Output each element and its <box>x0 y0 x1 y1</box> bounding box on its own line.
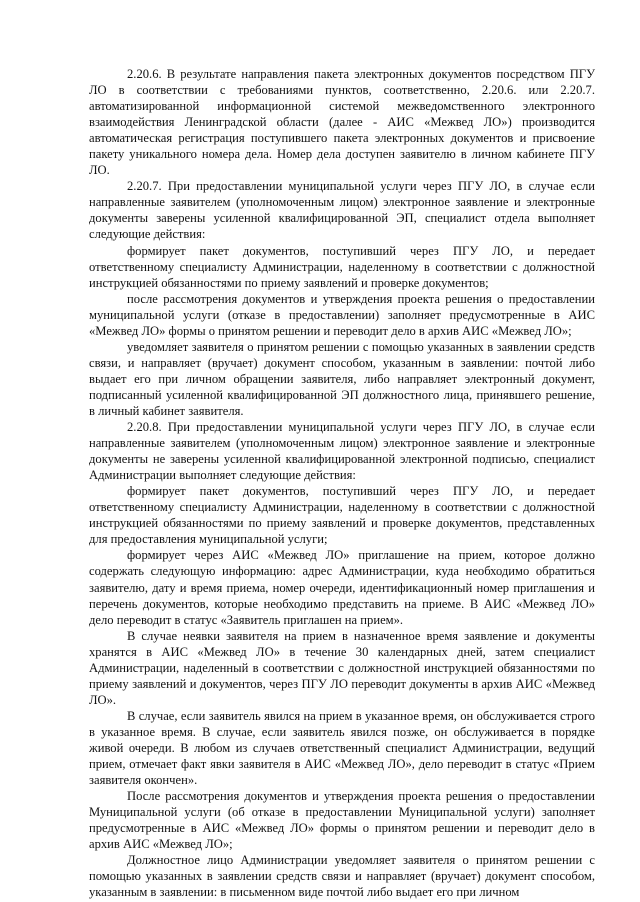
document-page <box>89 66 595 900</box>
paragraph-appeared: В случае, если заявитель явился на прием в указанное время, он обслуживается строго в указанное время. В случае, если заявитель явился позже, он обслуживается в порядке живой очереди. В любом из случаев ответственный специалист Администрации, ведущий прием, отмечает факт явки заявителя в АИС «Межвед ЛО», дело переводит в статус «Прием заявителя окончен». <box>89 708 595 788</box>
paragraph-form-package-2: формирует пакет документов, поступивший через ПГУ ЛО, и передает ответственному специалисту Администрации, наделенному в соответствии с должностной инструкцией обязанностями по приему заявлений и проверке документов, представленных для предоставления муниципальной услуги; <box>89 484 595 547</box>
paragraph-2-20-8: 2.20.8. При предоставлении муниципальной услуги через ПГУ ЛО, в случае если направленные заявителем (уполномоченным лицом) электронное заявление и электронные документы не заверены усиленной квалифицированной электронной подписью, специалист Администрации выполняет следующие действия: <box>89 420 595 483</box>
paragraph-2-20-7: 2.20.7. При предоставлении муниципальной услуги через ПГУ ЛО, в случае если направленные заявителем (уполномоченным лицом) электронное заявление и электронные документы заверены усиленной квалифицированной ЭП, специалист отдела выполняет следующие действия: <box>89 179 595 242</box>
paragraph-form-package: формирует пакет документов, поступивший через ПГУ ЛО, и передает ответственному специалисту Администрации, наделенному в соответствии с должностной инструкцией обязанностями по приему заявлений и проверке документов; <box>89 243 595 290</box>
paragraph-2-20-6: 2.20.6. В результате направления пакета электронных документов посредством ПГУ ЛО в соответствии с требованиями пунктов, соответственно, 2.20.6. или 2.20.7. автоматизированной информационной системой межведомственного электронного взаимодействия Ленинградской области (далее - АИС «Межвед ЛО») производится автоматическая регистрация поступившего пакета электронных документов и присвоение пакету уникального номера дела. Номер дела доступен заявителю в личном кабинете ПГУ ЛО. <box>89 67 595 178</box>
paragraph-after-review: после рассмотрения документов и утверждения проекта решения о предоставлении муниципальной услуги (отказе в предоставлении) заполняет предусмотренные в АИС «Межвед ЛО» формы о принятом решении и переводит дело в архив АИС «Межвед ЛО»; <box>89 291 595 338</box>
paragraph-no-show: В случае неявки заявителя на прием в назначенное время заявление и документы хранятся в АИС «Межвед ЛО» в течение 30 календарных дней, затем специалист Администрации, наделенный в соответствии с должностной инструкцией обязанностями по приему заявлений и документов, через ПГУ ЛО переводит документы в архив АИС «Межвед ЛО». <box>89 628 595 707</box>
paragraph-after-review-2: После рассмотрения документов и утверждения проекта решения о предоставлении Муниципальной услуги (об отказе в предоставлении Муниципальной услуги) заполняет предусмотренные в АИС «Межвед ЛО» формы о принятом решении и переводит дело в архив АИС «Межвед ЛО»; <box>89 789 595 852</box>
paragraph-official-notifies: Должностное лицо Администрации уведомляет заявителя о принятом решении с помощью указанных в заявлении средств связи и направляет (вручает) документ способом, указанным в заявлении: в письменном виде почтой либо выдает его при личном <box>89 853 595 900</box>
paragraph-notify: уведомляет заявителя о принятом решении с помощью указанных в заявлении средств связи, и направляет (вручает) документ способом, указанным в заявлении: почтой либо выдает его при личном обращении заявителя, либо направляет электронный документ, подписанный усиленной квалифицированной ЭП должностного лица, принявшего решение, в личный кабинет заявителя. <box>89 339 595 418</box>
paragraph-invitation: формирует через АИС «Межвед ЛО» приглашение на прием, которое должно содержать следующую информацию: адрес Администрации, куда необходимо обратиться заявителю, дату и время приема, номер очереди, идентификационный номер приглашения и перечень документов, которые необходимо представить на приеме. В АИС «Межвед ЛО» дело переводит в статус «Заявитель приглашен на прием». <box>89 548 595 627</box>
